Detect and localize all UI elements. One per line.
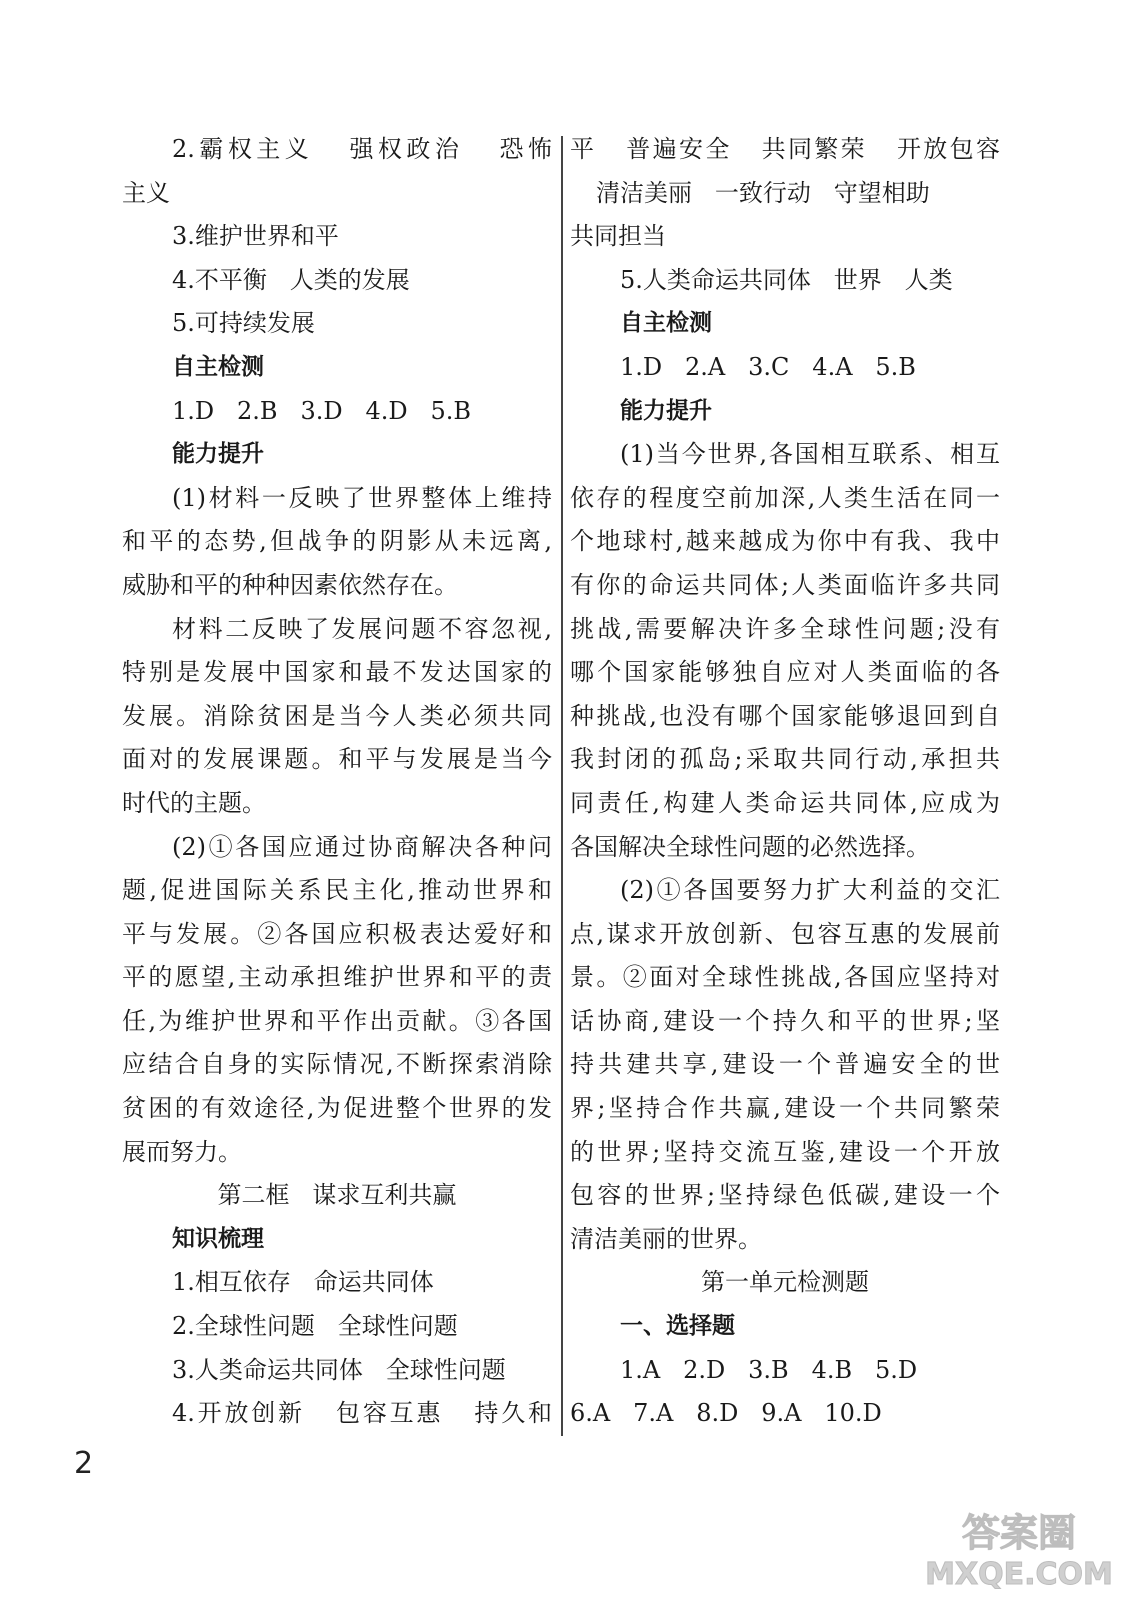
text-line: (2)①各国应通过协商解决各种问	[172, 832, 552, 861]
text-line: (1)当今世界,各国相互联系、相互	[620, 440, 1000, 469]
text-line: 1.A 2.D 3.B 4.B 5.D	[620, 1355, 918, 1384]
text-line: 和平的态势,但战争的阴影从未远离,	[122, 527, 552, 556]
text-line: 界;坚持合作共赢,建设一个共同繁荣	[570, 1094, 1000, 1123]
section-heading: 能力提升	[620, 397, 712, 424]
section-heading: 能力提升	[172, 441, 264, 468]
page-number: 2	[74, 1446, 94, 1481]
text-line: 哪个国家能够独自应对人类面临的各	[570, 658, 1000, 687]
text-line: 依存的程度空前加深,人类生活在同一	[570, 483, 1000, 512]
text-line: 话协商,建设一个持久和平的世界;坚	[570, 1006, 1000, 1035]
text-line: (1)材料一反映了世界整体上维持	[172, 483, 552, 512]
text-line: 个地球村,越来越成为你中有我、我中	[570, 527, 1000, 556]
text-line: 同责任,构建人类命运共同体,应成为	[570, 788, 1000, 817]
left-column	[122, 128, 552, 1436]
section-title: 第二框 谋求互利共赢	[217, 1181, 457, 1210]
text-line: (2)①各国要努力扩大利益的交汇	[620, 876, 1000, 905]
text-line: 有你的命运共同体;人类面临许多共同	[570, 570, 1000, 599]
text-line: 贫困的有效途径,为促进整个世界的发	[122, 1094, 552, 1123]
text-line: 景。②面对全球性挑战,各国应坚持对	[570, 963, 1000, 992]
section-heading: 自主检测	[620, 310, 712, 337]
text-line: 挑战,需要解决许多全球性问题;没有	[570, 614, 1000, 643]
text-line: 特别是发展中国家和最不发达国家的	[122, 658, 552, 687]
text-line: 包容的世界;坚持绿色低碳,建设一个	[570, 1181, 1000, 1210]
text-line: 任,为维护世界和平作出贡献。③各国	[122, 1006, 552, 1035]
text-line: 共同担当	[570, 222, 666, 251]
text-line: 种挑战,也没有哪个国家能够退回到自	[570, 701, 1000, 730]
right-column	[570, 128, 1000, 1436]
section-heading: 知识梳理	[172, 1225, 264, 1252]
text-line: 我封闭的孤岛;采取共同行动,承担共	[570, 745, 1000, 774]
text-line: 材料二反映了发展问题不容忽视,	[172, 614, 552, 643]
text-line: 面对的发展课题。和平与发展是当今	[122, 745, 552, 774]
text-line: 持共建共享,建设一个普遍安全的世	[570, 1050, 1000, 1079]
text-line: 题,促进国际关系民主化,推动世界和	[122, 876, 552, 905]
text-line: 平 普遍安全 共同繁荣 开放包容	[570, 135, 1000, 163]
text-line: 的世界;坚持交流互鉴,建设一个开放	[570, 1137, 1000, 1166]
text-line: 5.可持续发展	[172, 309, 315, 338]
text-line: 3.维护世界和平	[172, 222, 339, 251]
text-line: 主义	[122, 178, 170, 207]
text-line: 应结合自身的实际情况,不断探索消除	[122, 1050, 552, 1079]
text-line: 1.D 2.B 3.D 4.D 5.B	[172, 396, 472, 425]
watermark-top-text: 答案圈	[961, 1511, 1077, 1555]
text-line: 1.D 2.A 3.C 4.A 5.B	[620, 352, 916, 381]
text-line: 各国解决全球性问题的必然选择。	[570, 832, 930, 861]
text-line: 6.A 7.A 8.D 9.A 10.D	[570, 1399, 882, 1428]
column-divider	[561, 136, 563, 1436]
section-heading: 一、选择题	[620, 1313, 735, 1340]
text-line: 1.相互依存 命运共同体	[172, 1268, 434, 1297]
section-title: 第一单元检测题	[701, 1268, 869, 1297]
text-line: 展而努力。	[122, 1137, 242, 1166]
text-line: 5.人类命运共同体 世界 人类	[620, 265, 953, 294]
section-heading: 自主检测	[172, 353, 264, 380]
text-line: 清洁美丽的世界。	[570, 1224, 762, 1253]
text-line: 4.开放创新 包容互惠 持久和	[172, 1399, 552, 1428]
watermark-bottom-text: MXQE.COM	[925, 1557, 1113, 1592]
text-line: 点,谋求开放创新、包容互惠的发展前	[570, 919, 1000, 948]
text-line: 4.不平衡 人类的发展	[172, 265, 410, 294]
text-line: 威胁和平的种种因素依然存在。	[122, 570, 458, 599]
watermark-logo	[914, 1506, 1124, 1592]
text-line: 清洁美丽 一致行动 守望相助	[596, 178, 930, 207]
text-line: 时代的主题。	[122, 788, 266, 817]
text-line: 2.霸权主义 强权政治 恐怖	[172, 135, 552, 163]
text-line: 平与发展。②各国应积极表达爱好和	[122, 919, 552, 948]
text-line: 平的愿望,主动承担维护世界和平的责	[122, 963, 552, 992]
text-line: 发展。消除贫困是当今人类必须共同	[122, 701, 552, 730]
text-line: 3.人类命运共同体 全球性问题	[172, 1355, 506, 1384]
text-line: 2.全球性问题 全球性问题	[172, 1312, 458, 1341]
